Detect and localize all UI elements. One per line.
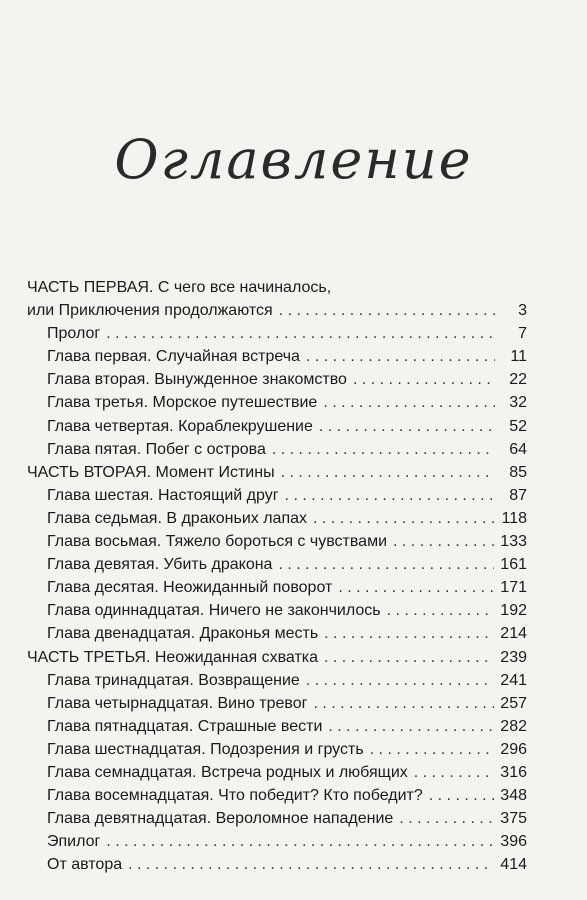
dot-leader <box>272 438 495 461</box>
toc-page-number: 239 <box>500 648 527 666</box>
toc-entry <box>27 692 527 715</box>
toc-entry <box>27 784 527 807</box>
toc-entry-title: Глава третья. Морское путешествие <box>47 394 318 412</box>
toc-entry <box>27 715 527 738</box>
toc-page-number: 161 <box>500 556 527 574</box>
dot-leader <box>324 646 494 669</box>
dot-leader <box>285 484 495 507</box>
toc-entry <box>27 553 527 576</box>
toc-part-title-line1: ЧАСТЬ ПЕРВАЯ. С чего все начиналось, <box>27 279 332 296</box>
toc-page-number: 214 <box>500 625 527 643</box>
toc-entry <box>27 368 527 391</box>
dot-leader <box>429 784 495 807</box>
toc-entry-title: Глава девятнадцатая. Вероломное нападение <box>47 810 394 828</box>
dot-leader <box>370 738 495 761</box>
toc-page-number: 296 <box>500 740 527 758</box>
toc-entry <box>27 415 527 438</box>
toc-entry <box>27 761 527 784</box>
dot-leader <box>278 553 494 576</box>
toc-page-number: 375 <box>500 810 527 828</box>
dot-leader <box>324 622 494 645</box>
toc-entry-title: Глава двенадцатая. Драконья месть <box>47 625 319 643</box>
toc-entry <box>27 853 527 876</box>
toc-page-number: 11 <box>510 348 527 366</box>
dot-leader <box>306 345 495 368</box>
toc-entry <box>27 484 527 507</box>
toc-entry-title: Глава девятая. Убить дракона <box>47 556 273 574</box>
toc-page-number: 22 <box>509 371 527 389</box>
toc-part-entry <box>27 461 527 484</box>
toc-page-number: 414 <box>500 856 527 874</box>
toc-part-title-line2: или Приключения продолжаются <box>27 302 273 320</box>
toc-entry-title: От автора <box>47 856 123 874</box>
toc-entry-title: Глава одиннадцатая. Ничего не закончилось <box>47 602 381 620</box>
toc-entry-title: Глава шестнадцатая. Подозрения и грусть <box>47 740 364 758</box>
toc-entry <box>27 530 527 553</box>
toc-entry <box>27 438 527 461</box>
toc-entry-title: Эпилог <box>47 833 101 851</box>
dot-leader <box>306 669 495 692</box>
toc-entry-title: Глава десятая. Неожиданный поворот <box>47 579 333 597</box>
toc-entry-title: Глава тринадцатая. Возвращение <box>47 671 300 689</box>
toc-entry-title: Глава шестая. Настоящий друг <box>47 486 279 504</box>
toc-page-number: 52 <box>509 417 527 435</box>
toc-entry <box>27 807 527 830</box>
dot-leader <box>338 576 494 599</box>
toc-entry <box>27 576 527 599</box>
toc-page-number: 133 <box>500 533 527 551</box>
toc-part-entry <box>27 646 527 669</box>
dot-leader <box>319 415 495 438</box>
toc-page-number: 316 <box>500 763 527 781</box>
toc-entry-title: Глава вторая. Вынужденное знакомство <box>47 371 347 389</box>
toc-entry-title: Глава седьмая. В драконьих лапах <box>47 509 308 527</box>
toc-page-number: 396 <box>500 833 527 851</box>
toc-entry <box>27 599 527 622</box>
toc-entry <box>27 345 527 368</box>
toc-part-heading <box>27 276 527 299</box>
dot-leader <box>313 507 495 530</box>
dot-leader <box>281 461 495 484</box>
toc-part-entry <box>27 299 527 322</box>
toc-page-number: 87 <box>509 486 527 504</box>
toc-entry <box>27 507 527 530</box>
toc-page-number: 85 <box>509 463 527 481</box>
dot-leader <box>313 692 494 715</box>
toc-entry-title: Глава четырнадцатая. Вино тревог <box>47 694 308 712</box>
table-of-contents <box>27 276 527 876</box>
toc-page-number: 348 <box>500 787 527 805</box>
dot-leader <box>106 322 495 345</box>
toc-entry-title: Глава восемнадцатая. Что победит? Кто победит? <box>47 787 423 805</box>
dot-leader <box>387 599 495 622</box>
toc-entry-title: Глава четвертая. Кораблекрушение <box>47 417 313 435</box>
toc-entry <box>27 322 527 345</box>
toc-page-number: 7 <box>518 325 527 343</box>
toc-entry <box>27 830 527 853</box>
toc-page-number: 32 <box>509 394 527 412</box>
dot-leader <box>399 807 494 830</box>
dot-leader <box>353 368 495 391</box>
dot-leader <box>328 715 494 738</box>
page-heading: Оглавление <box>114 128 473 191</box>
toc-entry <box>27 738 527 761</box>
toc-entry-title: Глава первая. Случайная встреча <box>47 348 300 366</box>
toc-page-number: 3 <box>518 302 527 320</box>
dot-leader <box>414 761 495 784</box>
toc-page-number: 257 <box>500 694 527 712</box>
toc-entry-title: Глава семнадцатая. Встреча родных и любящих <box>47 763 408 781</box>
dot-leader <box>323 391 495 414</box>
toc-page-number: 118 <box>501 509 527 527</box>
toc-page-number: 171 <box>500 579 527 597</box>
toc-page-number: 64 <box>509 440 527 458</box>
toc-entry-title: Глава пятая. Побег с острова <box>47 440 266 458</box>
toc-page-number: 241 <box>500 671 527 689</box>
dot-leader <box>128 853 494 876</box>
toc-entry <box>27 391 527 414</box>
dot-leader <box>393 530 494 553</box>
dot-leader <box>106 830 494 853</box>
toc-page-number: 282 <box>500 717 527 735</box>
toc-part-title: ЧАСТЬ ВТОРАЯ. Момент Истины <box>27 463 275 481</box>
toc-entry <box>27 669 527 692</box>
show-through-text <box>0 40 587 82</box>
toc-part-title: ЧАСТЬ ТРЕТЬЯ. Неожиданная схватка <box>27 648 319 666</box>
toc-entry-title: Глава пятнадцатая. Страшные вести <box>47 717 323 735</box>
toc-page-number: 192 <box>500 602 527 620</box>
toc-entry <box>27 622 527 645</box>
toc-entry-title: Глава восьмая. Тяжело бороться с чувствами <box>47 533 388 551</box>
toc-entry-title: Пролог <box>47 325 101 343</box>
dot-leader <box>279 299 495 322</box>
